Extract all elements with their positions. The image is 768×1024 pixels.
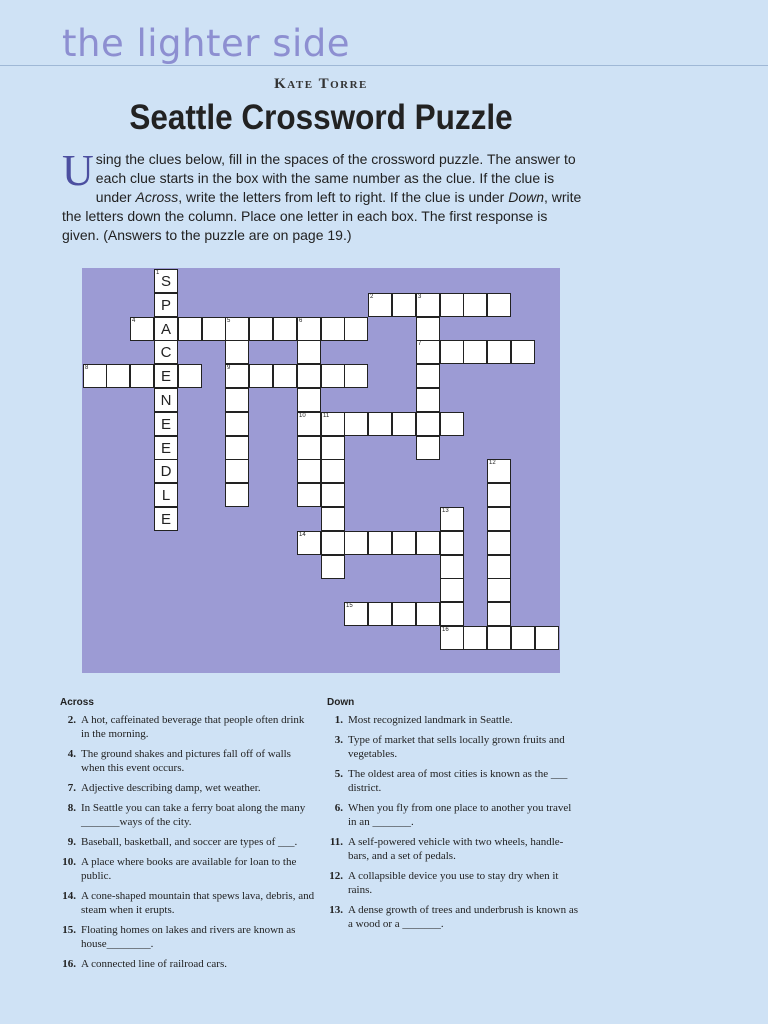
crossword-cell[interactable]	[225, 340, 249, 364]
cell-number: 1	[156, 270, 160, 276]
crossword-cell[interactable]	[321, 459, 345, 483]
section-title: the lighter side	[62, 22, 351, 65]
crossword-cell[interactable]	[440, 578, 464, 602]
clue-text: A collapsible device you use to stay dry when it rains.	[348, 870, 559, 896]
across-clue	[60, 801, 315, 829]
clue-number: 3.	[334, 734, 343, 746]
crossword-cell[interactable]	[487, 340, 511, 364]
crossword-cell[interactable]	[154, 507, 178, 531]
crossword-cell[interactable]	[154, 269, 178, 293]
clue-text: A hot, caffeinated beverage that people often drink in the morning.	[81, 714, 305, 740]
down-clue	[327, 903, 582, 931]
crossword-cell[interactable]	[297, 483, 321, 507]
crossword-cell[interactable]	[511, 626, 535, 650]
down-heading: Down	[327, 697, 355, 708]
crossword-cell[interactable]	[154, 293, 178, 317]
crossword-cell[interactable]	[83, 364, 107, 388]
crossword-cell[interactable]	[368, 293, 392, 317]
cell-number: 8	[85, 365, 89, 371]
crossword-cell[interactable]	[344, 412, 368, 436]
cell-number: 4	[132, 318, 136, 324]
clue-text: In Seattle you can take a ferry boat along the many _______ways of the city.	[81, 802, 306, 828]
clue-text: Type of market that sells locally grown fruits and vegetables.	[348, 734, 565, 760]
crossword-cell[interactable]	[297, 436, 321, 460]
crossword-cell[interactable]	[297, 317, 321, 341]
clue-number: 9.	[67, 836, 76, 848]
crossword-cell[interactable]	[511, 340, 535, 364]
crossword-cell[interactable]	[487, 507, 511, 531]
crossword-cell[interactable]	[321, 555, 345, 579]
crossword-cell[interactable]	[154, 412, 178, 436]
clue-number: 6.	[334, 802, 343, 814]
across-clue	[60, 855, 315, 883]
crossword-cell[interactable]	[321, 412, 345, 436]
cell-number: 15	[346, 603, 353, 609]
crossword-cell[interactable]	[368, 412, 392, 436]
clue-text: A self-powered vehicle with two wheels, handle-bars, and a set of pedals.	[348, 836, 564, 862]
across-clue	[60, 747, 315, 775]
crossword-cell[interactable]	[440, 531, 464, 555]
section-divider	[0, 65, 768, 66]
cell-letter: E	[160, 416, 171, 433]
intro-across-word: Across	[135, 189, 179, 205]
clue-text: Most recognized landmark in Seattle.	[348, 714, 513, 726]
crossword-cell[interactable]	[416, 340, 440, 364]
down-clue	[327, 801, 582, 829]
clue-number: 1.	[334, 714, 343, 726]
cell-number: 16	[442, 627, 449, 633]
clue-number: 7.	[67, 782, 76, 794]
crossword-cell[interactable]	[463, 340, 487, 364]
crossword-cell[interactable]	[440, 602, 464, 626]
intro-text-2: , write the letters from left to right. If the clue is under	[178, 189, 509, 205]
clue-number: 13.	[329, 904, 343, 916]
clue-text: Adjective describing damp, wet weather.	[81, 782, 261, 794]
cell-letter: E	[160, 440, 171, 457]
crossword-cell[interactable]	[297, 459, 321, 483]
intro-paragraph	[62, 146, 584, 245]
clue-number: 5.	[334, 768, 343, 780]
crossword-cell[interactable]	[487, 459, 511, 483]
crossword-cell[interactable]	[368, 602, 392, 626]
crossword-cell[interactable]	[344, 364, 368, 388]
cell-number: 9	[227, 365, 231, 371]
crossword-cell[interactable]	[225, 388, 249, 412]
intro-down-word: Down	[508, 189, 544, 205]
crossword-cell[interactable]	[178, 317, 202, 341]
crossword-cell[interactable]	[202, 317, 226, 341]
crossword-cell[interactable]	[130, 364, 154, 388]
clue-text: Baseball, basketball, and soccer are types of ___.	[81, 836, 298, 848]
crossword-cell[interactable]	[392, 293, 416, 317]
crossword-grid	[82, 268, 560, 673]
down-clues	[327, 697, 582, 937]
crossword-cell[interactable]	[297, 364, 321, 388]
cell-letter: S	[160, 273, 171, 290]
cell-number: 13	[442, 508, 449, 514]
crossword-cell[interactable]	[463, 626, 487, 650]
crossword-cell[interactable]	[321, 483, 345, 507]
intro-text-3: , write the letters down the column. Place one letter in each box. The first response is given. (Answers to the puzzle are on page 19.)	[62, 189, 582, 243]
clue-text: Floating homes on lakes and rivers are known as house________.	[81, 924, 296, 950]
crossword-cell[interactable]	[416, 412, 440, 436]
clue-text: A cone-shaped mountain that spews lava, debris, and steam when it erupts.	[81, 890, 315, 916]
down-clue	[327, 767, 582, 795]
crossword-cell[interactable]	[321, 507, 345, 531]
crossword-cell[interactable]	[344, 531, 368, 555]
cell-number: 11	[323, 413, 330, 419]
crossword-cell[interactable]	[416, 436, 440, 460]
cell-number: 7	[418, 341, 422, 347]
crossword-cell[interactable]	[321, 317, 345, 341]
across-clue	[60, 889, 315, 917]
across-clue	[60, 835, 315, 849]
down-clue	[327, 733, 582, 761]
crossword-cell[interactable]	[297, 388, 321, 412]
crossword-cell[interactable]	[416, 388, 440, 412]
crossword-cell[interactable]	[225, 364, 249, 388]
cell-number: 3	[418, 294, 422, 300]
crossword-cell[interactable]	[273, 364, 297, 388]
crossword-cell[interactable]	[225, 436, 249, 460]
crossword-cell[interactable]	[225, 317, 249, 341]
crossword-cell[interactable]	[487, 626, 511, 650]
crossword-cell[interactable]	[487, 578, 511, 602]
crossword-cell[interactable]	[130, 317, 154, 341]
clue-number: 12.	[329, 870, 343, 882]
crossword-cell[interactable]	[225, 459, 249, 483]
crossword-cell[interactable]	[344, 602, 368, 626]
crossword-cell[interactable]	[154, 483, 178, 507]
crossword-cell[interactable]	[321, 531, 345, 555]
crossword-cell[interactable]	[440, 293, 464, 317]
cell-number: 6	[299, 318, 303, 324]
crossword-cell[interactable]	[297, 412, 321, 436]
crossword-cell[interactable]	[487, 531, 511, 555]
crossword-cell[interactable]	[463, 293, 487, 317]
crossword-cell[interactable]	[178, 364, 202, 388]
cell-number: 14	[299, 532, 306, 538]
cell-letter: C	[160, 344, 172, 361]
clue-number: 4.	[67, 748, 76, 760]
clue-number: 11.	[329, 836, 343, 848]
crossword-cell[interactable]	[440, 555, 464, 579]
crossword-cell[interactable]	[535, 626, 559, 650]
crossword-cell[interactable]	[154, 317, 178, 341]
crossword-cell[interactable]	[106, 364, 130, 388]
cell-number: 12	[489, 460, 496, 466]
crossword-cell[interactable]	[344, 317, 368, 341]
clue-number: 8.	[67, 802, 76, 814]
clue-text: The oldest area of most cities is known as the ___ district.	[348, 768, 568, 794]
crossword-cell[interactable]	[225, 483, 249, 507]
crossword-cell[interactable]	[368, 531, 392, 555]
across-clue	[60, 957, 315, 971]
crossword-cell[interactable]	[225, 412, 249, 436]
crossword-cell[interactable]	[321, 364, 345, 388]
clue-number: 10.	[62, 856, 76, 868]
crossword-cell[interactable]	[392, 531, 416, 555]
cell-letter: A	[160, 321, 171, 338]
crossword-cell[interactable]	[321, 436, 345, 460]
drop-cap: U	[62, 146, 94, 195]
clue-text: When you fly from one place to another you travel in an _______.	[348, 802, 572, 828]
clue-text: A place where books are available for loan to the public.	[81, 856, 297, 882]
crossword-cell[interactable]	[297, 340, 321, 364]
cell-number: 10	[299, 413, 306, 419]
crossword-cell[interactable]	[392, 412, 416, 436]
crossword-cell[interactable]	[416, 364, 440, 388]
cell-letter: P	[160, 297, 171, 314]
down-clue	[327, 713, 582, 727]
crossword-cell[interactable]	[487, 555, 511, 579]
crossword-cell[interactable]	[440, 340, 464, 364]
cell-letter: D	[160, 463, 172, 480]
across-clue	[60, 781, 315, 795]
crossword-cell[interactable]	[249, 364, 273, 388]
crossword-cell[interactable]	[297, 531, 321, 555]
across-clue	[60, 713, 315, 741]
cell-number: 5	[227, 318, 231, 324]
crossword-cell[interactable]	[154, 340, 178, 364]
crossword-cell[interactable]	[249, 317, 273, 341]
across-clue	[60, 923, 315, 951]
author-byline: Kate Torre	[274, 76, 368, 92]
crossword-cell[interactable]	[440, 626, 464, 650]
crossword-cell[interactable]	[440, 412, 464, 436]
crossword-cell[interactable]	[440, 507, 464, 531]
crossword-cell[interactable]	[273, 317, 297, 341]
crossword-cell[interactable]	[154, 436, 178, 460]
clue-number: 15.	[62, 924, 76, 936]
intro-text-1: sing the clues below, fill in the spaces of the crossword puzzle. The answer to each clue starts in the box with the same number as the clue. If the clue is under	[95, 151, 576, 205]
crossword-cell[interactable]	[154, 459, 178, 483]
crossword-cell[interactable]	[416, 293, 440, 317]
clue-text: A dense growth of trees and underbrush is known as a wood or a _______.	[348, 904, 579, 930]
crossword-cell[interactable]	[487, 483, 511, 507]
cell-letter: N	[160, 392, 172, 409]
down-clue	[327, 869, 582, 897]
clue-number: 2.	[67, 714, 76, 726]
across-clue-list	[60, 713, 315, 971]
clue-text: A connected line of railroad cars.	[81, 958, 227, 970]
crossword-cell[interactable]	[487, 602, 511, 626]
cell-letter: L	[161, 487, 171, 504]
page-title: Seattle Crossword Puzzle	[129, 98, 513, 137]
crossword-cell[interactable]	[416, 531, 440, 555]
down-clue	[327, 835, 582, 863]
crossword-cell[interactable]	[392, 602, 416, 626]
down-clue-list	[327, 713, 582, 931]
crossword-cell[interactable]	[154, 364, 178, 388]
across-clues	[60, 697, 315, 977]
across-heading: Across	[60, 697, 94, 708]
crossword-cell[interactable]	[416, 602, 440, 626]
clue-text: The ground shakes and pictures fall off of walls when this event occurs.	[81, 748, 291, 774]
cell-letter: E	[160, 368, 171, 385]
clue-number: 14.	[62, 890, 76, 902]
clue-number: 16.	[62, 958, 76, 970]
cell-number: 2	[370, 294, 374, 300]
cell-letter: E	[160, 511, 171, 528]
crossword-cell[interactable]	[416, 317, 440, 341]
crossword-cell[interactable]	[154, 388, 178, 412]
crossword-cell[interactable]	[487, 293, 511, 317]
